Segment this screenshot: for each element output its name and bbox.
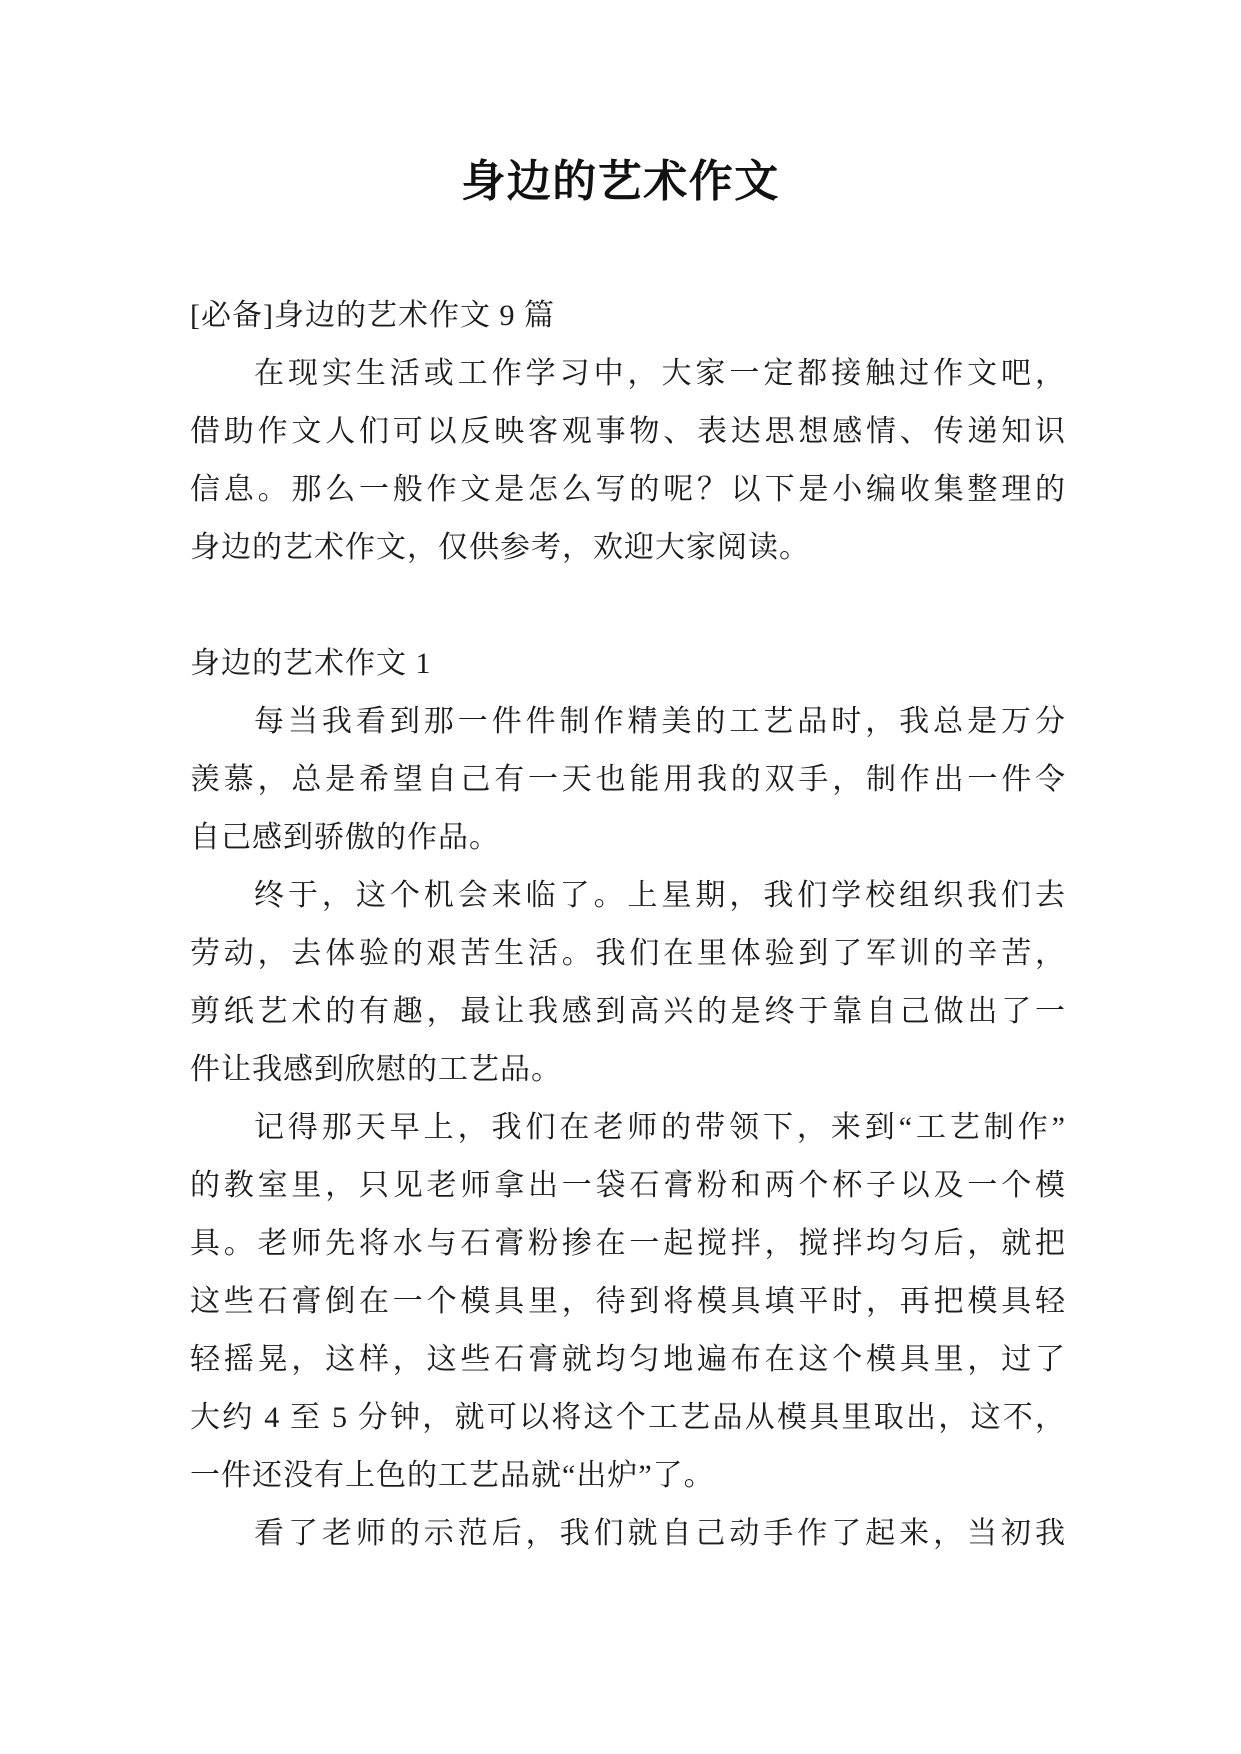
essay-paragraph [190, 867, 1066, 1099]
paragraph-line: 身边的艺术作文，仅供参考，欢迎大家阅读。 [190, 531, 810, 564]
blank-line [190, 577, 1066, 635]
document-body [190, 287, 1066, 1563]
paragraph-line: 每当我看到那一件件制作精美的工艺品时，我总是万分 [254, 705, 1066, 738]
essay-paragraph [190, 1099, 1066, 1505]
paragraph-line: 记得那天早上，我们在老师的带领下，来到“工艺制作” [254, 1111, 1066, 1144]
paragraph-line: 信息。那么一般作文是怎么写的呢？以下是小编收集整理的 [190, 473, 1066, 506]
essay-paragraph [190, 693, 1066, 867]
paragraph-line: 看了老师的示范后，我们就自己动手作了起来，当初我 [254, 1517, 1066, 1550]
paragraph-line: 这些石膏倒在一个模具里，待到将模具填平时，再把模具轻 [190, 1285, 1066, 1318]
paragraph-line: 轻摇晃，这样，这些石膏就均匀地遍布在这个模具里，过了 [190, 1343, 1066, 1376]
essay-paragraph [190, 1505, 1066, 1563]
paragraph-line: 一件还没有上色的工艺品就“出炉”了。 [190, 1459, 715, 1492]
paragraph-line: 借助作文人们可以反映客观事物、表达思想感情、传递知识 [190, 415, 1066, 448]
essay-heading: 身边的艺术作文 1 [190, 647, 432, 680]
paragraph-line: 具。老师先将水与石膏粉掺在一起搅拌，搅拌均匀后，就把 [190, 1227, 1066, 1260]
paragraph-line: 自己感到骄傲的作品。 [190, 821, 500, 854]
paragraph-line: 剪纸艺术的有趣，最让我感到高兴的是终于靠自己做出了一 [190, 995, 1066, 1028]
paragraph-line: 在现实生活或工作学习中，大家一定都接触过作文吧， [254, 357, 1066, 390]
paragraph-line: 羡慕，总是希望自己有一天也能用我的双手，制作出一件令 [190, 763, 1066, 796]
intro-heading: [必备]身边的艺术作文 9 篇 [190, 299, 555, 332]
paragraph-line: 终于，这个机会来临了。上星期，我们学校组织我们去 [254, 879, 1066, 912]
document-title: 身边的艺术作文 [461, 156, 780, 207]
paragraph-line: 件让我感到欣慰的工艺品。 [190, 1053, 562, 1086]
paragraph-line: 劳动，去体验的艰苦生活。我们在里体验到了军训的辛苦， [190, 937, 1066, 970]
paragraph-line: 的教室里，只见老师拿出一袋石膏粉和两个杯子以及一个模 [190, 1169, 1066, 1202]
intro-paragraph [190, 345, 1066, 577]
paragraph-line: 大约 4 至 5 分钟，就可以将这个工艺品从模具里取出，这不， [190, 1401, 1066, 1434]
